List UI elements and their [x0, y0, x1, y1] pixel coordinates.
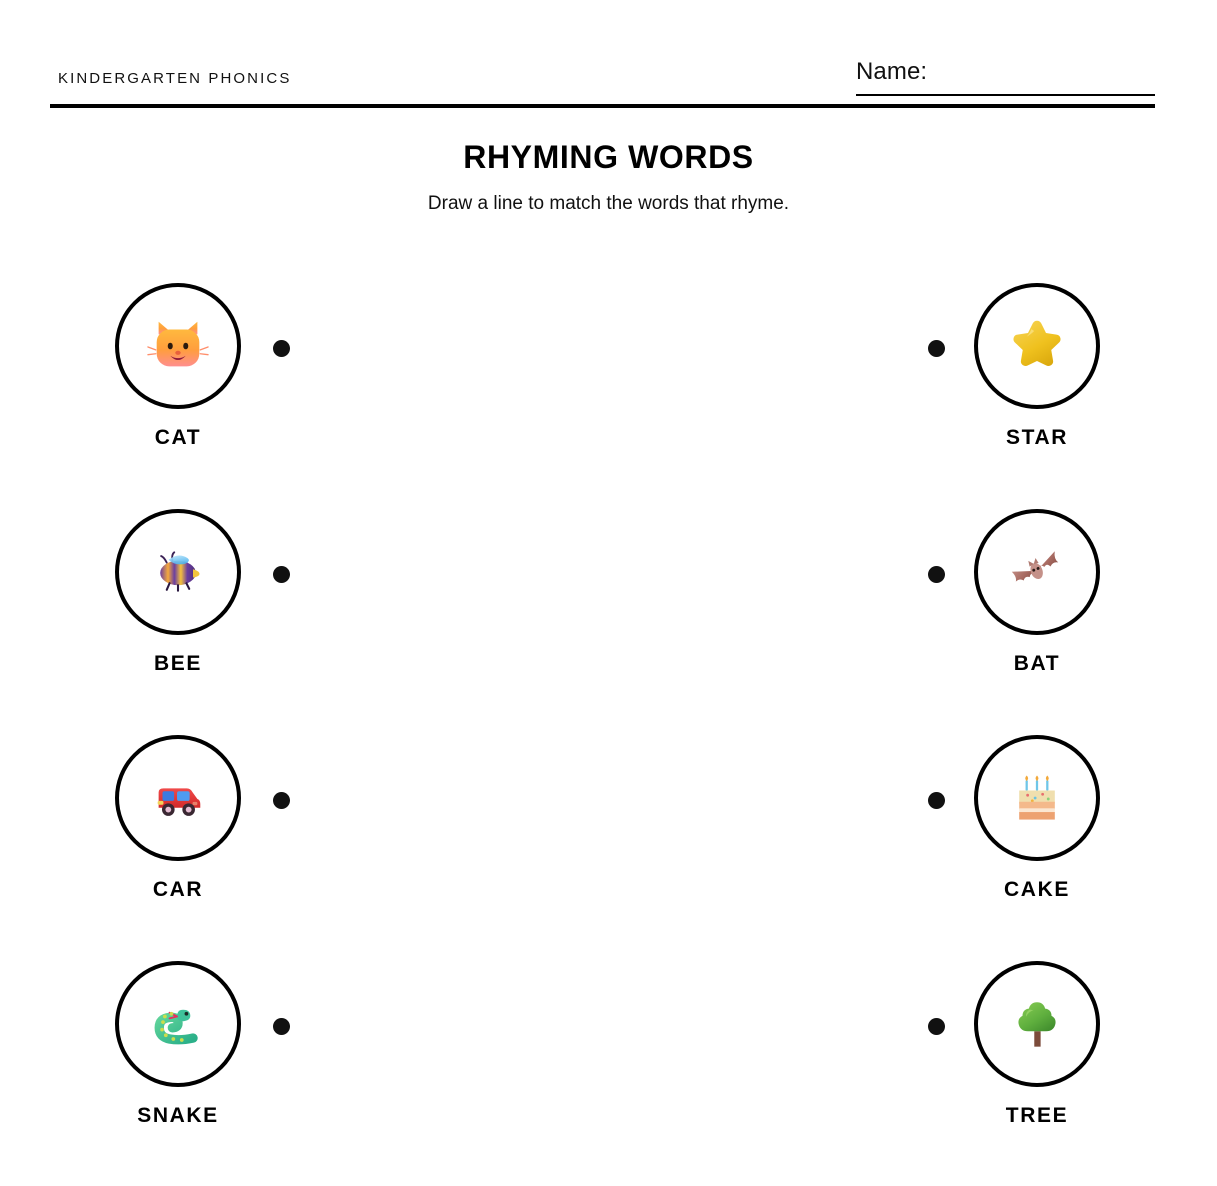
- picture-circle: [115, 509, 241, 635]
- connector-dot-left[interactable]: [273, 566, 290, 583]
- item-label: TREE: [1005, 1104, 1069, 1127]
- picture-circle: [974, 283, 1100, 409]
- picture-circle: [115, 735, 241, 861]
- cat-face-icon: [147, 315, 209, 377]
- item-label: SNAKE: [137, 1104, 219, 1127]
- match-item-star[interactable]: [922, 283, 1152, 448]
- match-item-bat[interactable]: [922, 509, 1152, 674]
- match-item-cat[interactable]: [63, 283, 293, 448]
- match-item-bee[interactable]: [63, 509, 293, 674]
- match-item-car[interactable]: [63, 735, 293, 900]
- page-title: RHYMING WORDS: [463, 139, 754, 175]
- picture-circle: [115, 961, 241, 1087]
- connector-dot-left[interactable]: [273, 792, 290, 809]
- name-write-in-line[interactable]: [856, 94, 1155, 96]
- header-divider-rule: [50, 104, 1155, 108]
- match-item-snake[interactable]: [63, 961, 293, 1126]
- item-label: STAR: [1005, 426, 1068, 449]
- tree-icon: [1008, 995, 1066, 1053]
- match-row: [0, 943, 1217, 1169]
- instruction-text: Draw a line to match the words that rhyme.: [427, 193, 790, 215]
- match-item-cake[interactable]: [922, 735, 1152, 900]
- match-row: [0, 491, 1217, 717]
- picture-circle: [974, 509, 1100, 635]
- matching-exercise: [0, 265, 1217, 1169]
- picture-circle: [974, 735, 1100, 861]
- item-label: BEE: [154, 652, 202, 675]
- connector-dot-left[interactable]: [273, 1018, 290, 1035]
- picture-circle: [115, 283, 241, 409]
- worksheet-category-label: KINDERGARTEN PHONICS: [58, 70, 292, 87]
- item-label: BAT: [1013, 652, 1061, 675]
- name-field-group: [850, 58, 1155, 96]
- match-row: [0, 717, 1217, 943]
- page-header: [50, 50, 1155, 108]
- car-icon: [147, 767, 209, 829]
- connector-dot-left[interactable]: [273, 340, 290, 357]
- item-label: CAR: [152, 878, 204, 901]
- item-label: CAKE: [1004, 878, 1070, 901]
- star-icon: [1007, 316, 1067, 376]
- snake-icon: [148, 994, 208, 1054]
- match-row: [0, 265, 1217, 491]
- birthday-cake-icon: [1007, 768, 1067, 828]
- title-block: [0, 140, 1217, 215]
- bat-icon: [1006, 541, 1068, 603]
- match-item-tree[interactable]: [922, 961, 1152, 1126]
- item-label: CAT: [154, 426, 202, 449]
- picture-circle: [974, 961, 1100, 1087]
- bee-icon: [148, 542, 208, 602]
- name-field-label: Name:: [856, 58, 928, 85]
